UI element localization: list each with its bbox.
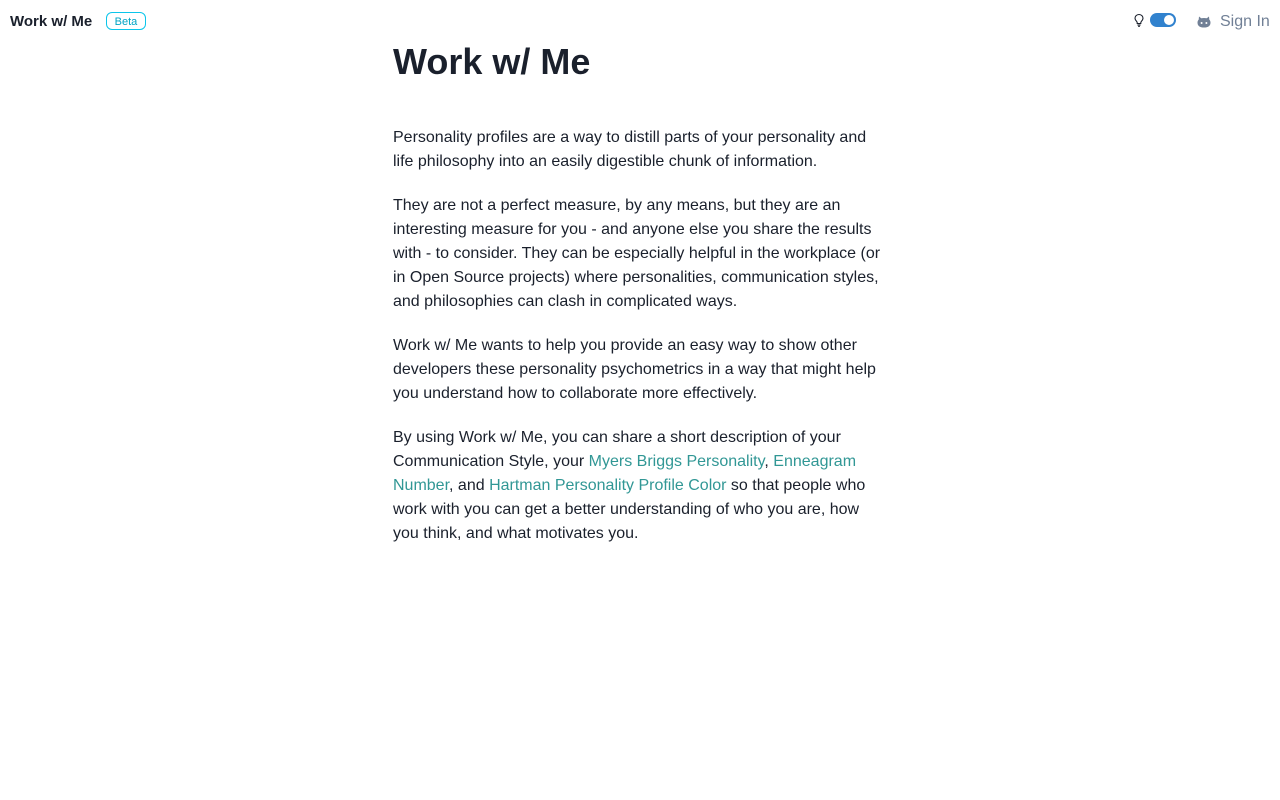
separator-text: , and — [449, 477, 490, 494]
enneagram-link[interactable]: Enneagram Number — [393, 453, 857, 494]
hartman-color-link[interactable]: Hartman Personality Profile Color — [489, 477, 727, 494]
sign-in-label: Sign In — [1220, 13, 1270, 30]
main-content — [393, 40, 883, 546]
intro-paragraph: Personality profiles are a way to distill parts of your personality and life philosophy into an easily digestible chunk of information. — [393, 129, 867, 170]
usage-outro-text: so that people who work with you can get a better understanding of who you are, how you think, and what motivates you. — [393, 477, 866, 542]
usage-paragraph — [393, 426, 883, 546]
sign-in-button[interactable] — [1196, 12, 1270, 32]
separator-text: , — [764, 453, 774, 470]
lightbulb-icon — [1133, 13, 1145, 27]
beta-badge: Beta — [106, 12, 146, 30]
purpose-paragraph: Work w/ Me wants to help you provide an easy way to show other developers these personality psychometrics in a way that might help you understand how to collaborate more effectively. — [393, 337, 876, 402]
theme-switch[interactable] — [1150, 13, 1176, 27]
github-icon — [1196, 14, 1212, 30]
page-title: Work w/ Me — [393, 41, 591, 82]
myers-briggs-link[interactable]: Myers Briggs Personality — [588, 453, 765, 470]
theme-switch-knob — [1164, 15, 1174, 25]
top-navigation — [0, 0, 1280, 44]
measure-paragraph: They are not a perfect measure, by any means, but they are an interesting measure for you - and anyone else you share the results with - to consider. They can be especially helpful in the workplace (or in Open Source projects) where personalities, communication styles, and philosophies can clash in complicated ways. — [393, 197, 881, 310]
theme-toggle[interactable] — [1133, 13, 1176, 27]
brand-logo-link[interactable]: Work w/ Me — [10, 13, 93, 30]
usage-intro-text: By using Work w/ Me, you can share a short description of your Communication Style, your — [393, 429, 841, 470]
